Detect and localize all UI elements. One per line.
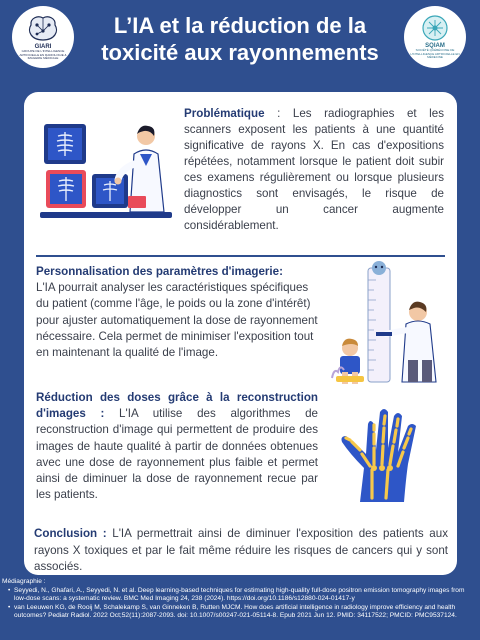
problematique-label: Problématique <box>184 107 265 120</box>
sqiam-logo-subtitle: SOCIÉTÉ QUÉBÉCOISE DE L'INTELLIGENCE ARTIFICIELLE EN MÉDECINE <box>410 48 460 60</box>
sqiam-logo-name: SQIAM <box>425 43 445 50</box>
references-list <box>2 587 478 621</box>
conclusion-label: Conclusion : <box>34 527 107 540</box>
hand-xray-illustration <box>330 394 442 504</box>
reference-item: • van Leeuwen KG, de Rooij M, Schalekamp S, van Ginneken B, Rutten MJCM. How does artificial intelligence in radiology improve efficiency and health outcomes? Pediatr Radiol. 2022 Oct;52(11):2087-2093. doi: 10.1007/s00247-021-05114-8. Epub 2021 Jun 12. PMID: 34117522; PMCID: PMC9537124. <box>8 604 478 621</box>
doctor-measuring-child-illustration <box>330 260 448 388</box>
references-heading: Médiagraphie : <box>2 578 46 585</box>
personnalisation-section <box>36 264 318 361</box>
section-divider <box>36 255 445 257</box>
giari-logo-subtitle: GROUPE DE L'INTELLIGENCE ARTIFICIELLE EN RADIOLOGIE & IMAGERIE MÉDICALE <box>19 49 67 61</box>
reduction-text: L'IA utilise des algorithmes de reconstruction d'image qui permettent de produire des images de haute qualité à partir de données obtenues avec une dose de rayonnement plus faible et permet ainsi de diminuer la dose de rayonnement recue par les patients. <box>36 407 318 502</box>
references <box>2 578 478 621</box>
reference-item: • Seyyedi, N., Ghafari, A., Seyyedi, N. et al. Deep learning-based techniques for estimating high-quality full-dose positron emission tomography images from low-dose scans: a systematic review. BMC Med Imaging 24, 238 (2024). https://doi.org/10.1186/s12880-024-01417-y <box>8 587 478 604</box>
reduction-paragraph <box>36 390 318 503</box>
giari-logo <box>12 6 74 68</box>
giari-logo-name: GIARI <box>34 44 52 51</box>
personnalisation-label: Personnalisation des paramètres d'imagerie: <box>36 265 283 278</box>
doctor-xray-illustration <box>38 114 178 234</box>
problematique-paragraph <box>184 106 444 234</box>
personnalisation-text: L'IA pourrait analyser les caractéristiques spécifiques du patient (comme l'âge, le poids ou la zone d'intérêt) pour ajuster automatiquement la dose de rayonnement nécessaire. Cela permet de minimiser l'exposition tout en maintenant la qualité de l'image. <box>36 281 318 360</box>
sqiam-logo <box>404 6 466 68</box>
brain-circuit-icon <box>418 14 452 42</box>
content-card <box>24 92 457 575</box>
conclusion-paragraph <box>34 526 448 576</box>
page-title: L’IA et la réduction de la toxicité aux rayonnements <box>101 13 379 65</box>
problematique-text: : Les radiographies et les scanners exposent les patients à une quantité significative de rayons X. En cas d'expositions répétées, notamment lorsque le patient doit subir ces examens régulièrement ou lorsque plusieurs diagnostics sont envisagés, le risque de développer un cancer augmente considérablement. <box>184 107 444 232</box>
conclusion-text: L'IA permettrait ainsi de diminuer l'exposition des patients aux rayons X toxiques et par le fait même réduire les risques de cancers qui y sont associés. <box>34 527 448 573</box>
brain-network-icon <box>23 13 63 43</box>
reduction-label: Réduction des doses grâce à la reconstruction d'images : <box>36 391 318 421</box>
